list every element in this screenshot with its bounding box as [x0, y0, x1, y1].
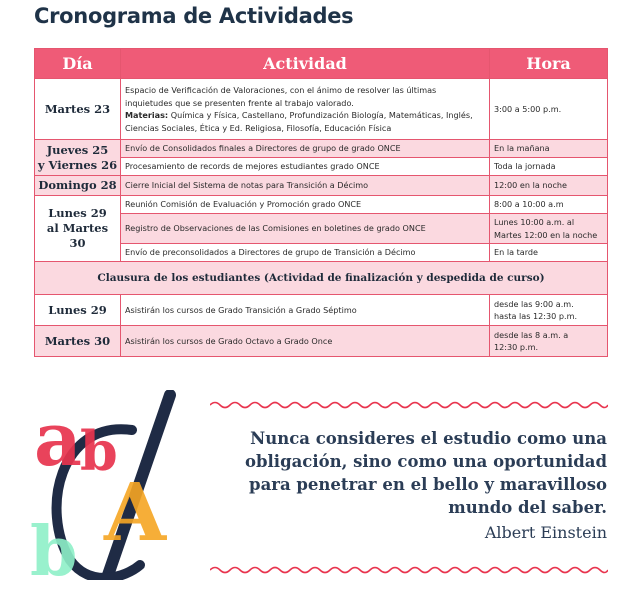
table-header-row	[35, 49, 608, 79]
quote-line: para penetrar en el bello y maravilloso	[249, 475, 607, 494]
day-line: y Viernes 26	[37, 157, 118, 172]
red-b-letter: b	[80, 419, 118, 483]
table-row	[35, 79, 608, 140]
header-day: Día	[35, 49, 121, 79]
day-cell	[35, 140, 121, 176]
orange-a-letter: A	[104, 465, 167, 559]
activity-cell: Reunión Comisión de Evaluación y Promoción grado ONCE	[121, 196, 490, 214]
activity-cell: Registro de Observaciones de las Comisiones en boletines de grado ONCE	[121, 214, 490, 244]
header-hour: Hora	[490, 49, 608, 79]
quote-block	[227, 427, 607, 519]
hour-line: 12:30 p.m.	[494, 342, 539, 352]
hour-line: desde las 9:00 a.m.	[494, 298, 574, 309]
wavy-divider-top	[210, 400, 608, 410]
day-line: al Martes 30	[46, 221, 109, 250]
table-row	[35, 158, 608, 176]
activity-text: Espacio de Verificación de Valoraciones, con el ánimo de resolver las últimas inquietudes que se presenten frente al trabajo valorado.	[125, 85, 437, 108]
quote-author: Albert Einstein	[484, 523, 607, 542]
mint-b-letter: b	[30, 512, 78, 580]
red-a-letter: a	[34, 397, 82, 483]
closure-heading: Clausura de los estudiantes (Actividad de finalización y despedida de curso)	[35, 262, 608, 295]
activity-cell: Asistirán los cursos de Grado Transición a Grado Séptimo	[121, 295, 490, 326]
hour-cell	[490, 214, 608, 244]
table-row	[35, 176, 608, 196]
hour-cell	[490, 326, 608, 357]
day-cell: Domingo 28	[35, 176, 121, 196]
table-row	[35, 244, 608, 262]
table-row	[35, 196, 608, 214]
activity-cell: Envío de Consolidados finales a Directores de grupo de grado ONCE	[121, 140, 490, 158]
hour-cell: En la tarde	[490, 244, 608, 262]
day-cell: Lunes 29	[35, 295, 121, 326]
closure-row	[35, 262, 608, 295]
activity-cell: Envío de preconsolidados a Directores de grupo de Transición a Décimo	[121, 244, 490, 262]
page-title: Cronograma de Actividades	[34, 4, 354, 28]
hour-cell: En la mañana	[490, 140, 608, 158]
quote-line: Nunca consideres el estudio como una	[250, 429, 607, 448]
hour-cell: 3:00 a 5:00 p.m.	[490, 79, 608, 140]
wavy-divider-bottom	[210, 565, 608, 575]
activity-cell: Procesamiento de records de mejores estudiantes grado ONCE	[121, 158, 490, 176]
day-cell	[35, 196, 121, 262]
hour-line: desde las 8 a.m. a	[494, 329, 569, 340]
day-cell: Martes 23	[35, 79, 121, 140]
hour-cell: 12:00 en la noche	[490, 176, 608, 196]
hour-cell: 8:00 a 10:00 a.m	[490, 196, 608, 214]
activity-cell	[121, 79, 490, 140]
hour-cell: Toda la jornada	[490, 158, 608, 176]
day-line: Lunes 29	[48, 206, 107, 220]
table-row	[35, 214, 608, 244]
table-row	[35, 326, 608, 357]
letters-illustration	[30, 390, 200, 580]
hour-cell	[490, 295, 608, 326]
day-line: Jueves 25	[46, 142, 109, 157]
materias-text: Química y Física, Castellano, Profundización Biología, Matemáticas, Inglés, Ciencias Sociales, Ética y Ed. Religiosa, Filosofía, Educación Física	[125, 110, 473, 133]
activity-cell: Cierre Inicial del Sistema de notas para Transición a Décimo	[121, 176, 490, 196]
table-row	[35, 295, 608, 326]
materias-label: Materias:	[125, 110, 169, 120]
hour-line: Lunes 10:00 a.m. al	[494, 217, 575, 227]
header-activity: Actividad	[121, 49, 490, 79]
day-cell: Martes 30	[35, 326, 121, 357]
activity-cell: Asistirán los cursos de Grado Octavo a Grado Once	[121, 326, 490, 357]
schedule-table	[34, 48, 608, 357]
hour-line: hasta las 12:30 p.m.	[494, 311, 578, 321]
quote-line: mundo del saber.	[448, 498, 607, 517]
hour-line: Martes 12:00 en la noche	[494, 229, 598, 240]
quote-line: obligación, sino como una oportunidad	[245, 452, 607, 471]
table-row	[35, 140, 608, 158]
